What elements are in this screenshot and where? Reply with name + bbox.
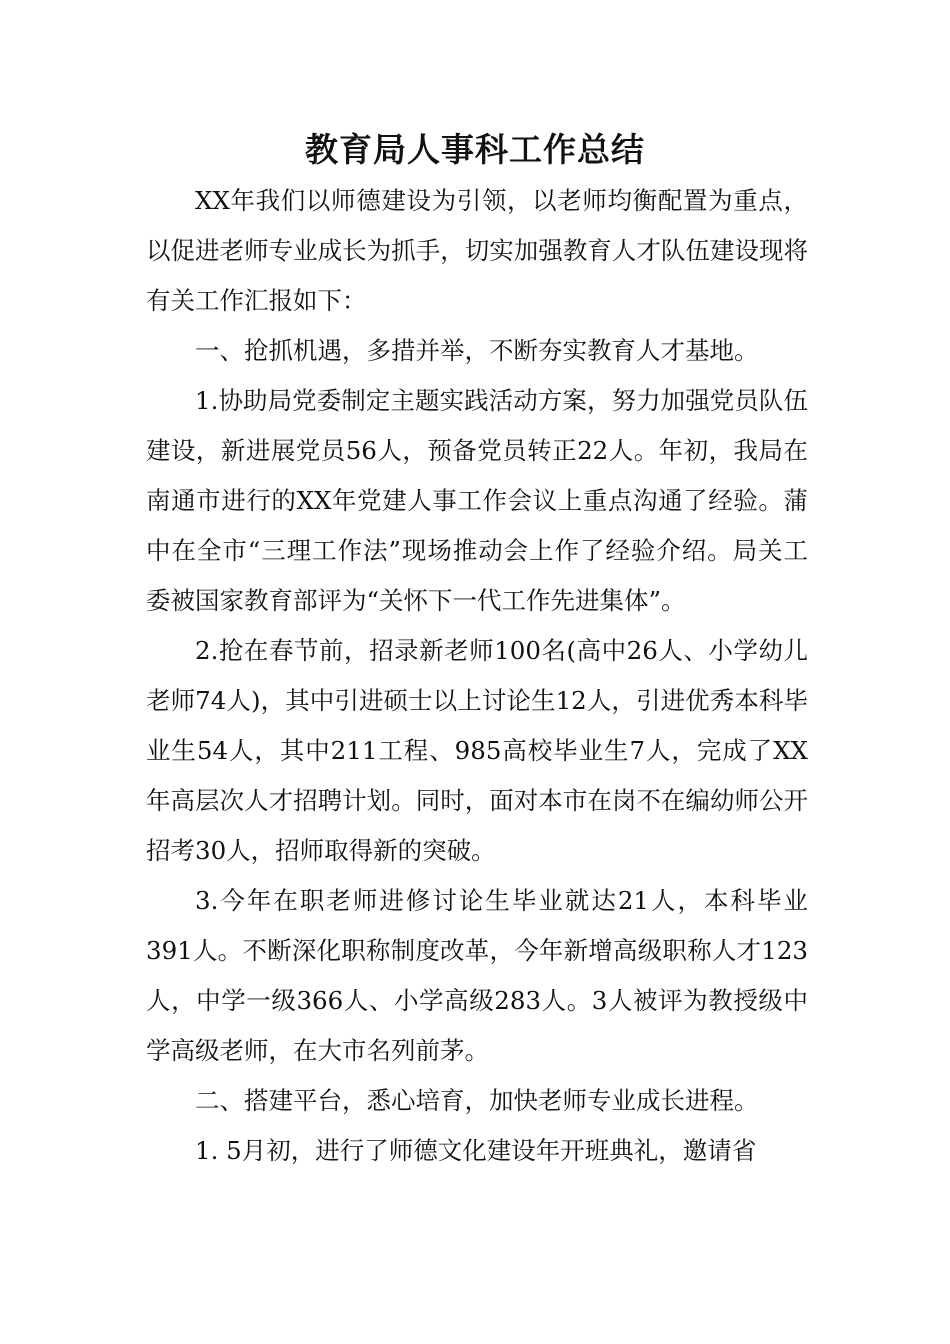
- document-body: [146, 176, 808, 1176]
- paragraph-1-1: 1.协助局党委制定主题实践活动方案，努力加强党员队伍建设，新进展党员56人，预备党员转正22人。年初，我局在南通市进行的XX年党建人事工作会议上重点沟通了经验。蒲中在全市“三理工作法”现场推动会上作了经验介绍。局关工委被国家教育部评为“关怀下一代工作先进集体”。: [146, 386, 808, 615]
- paragraph-1-3: 3.今年在职老师进修讨论生毕业就达21人，本科毕业391人。不断深化职称制度改革，今年新增高级职称人才123人，中学一级366人、小学高级283人。3人被评为教授级中学高级老师，在大市名列前茅。: [146, 886, 808, 1065]
- paragraph-intro: XX年我们以师德建设为引领，以老师均衡配置为重点，以促进老师专业成长为抓手，切实加强教育人才队伍建设现将有关工作汇报如下：: [146, 186, 808, 315]
- section-heading-2: 二、搭建平台，悉心培育，加快老师专业成长进程。: [195, 1086, 759, 1115]
- document-title: 教育局人事科工作总结: [305, 130, 645, 169]
- paragraph-1-2: 2.抢在春节前，招录新老师100名(高中26人、小学幼儿老师74人)，其中引进硕士以上讨论生12人，引进优秀本科毕业生54人，其中211工程、985高校毕业生7人，完成了XX年高层次人才招聘计划。同时，面对本市在岗不在编幼师公开招考30人，招师取得新的突破。: [146, 636, 808, 865]
- paragraph-2-1: 1. 5月初，进行了师德文化建设年开班典礼，邀请省: [195, 1136, 757, 1165]
- section-heading-1: 一、抢抓机遇，多措并举，不断夯实教育人才基地。: [195, 336, 759, 365]
